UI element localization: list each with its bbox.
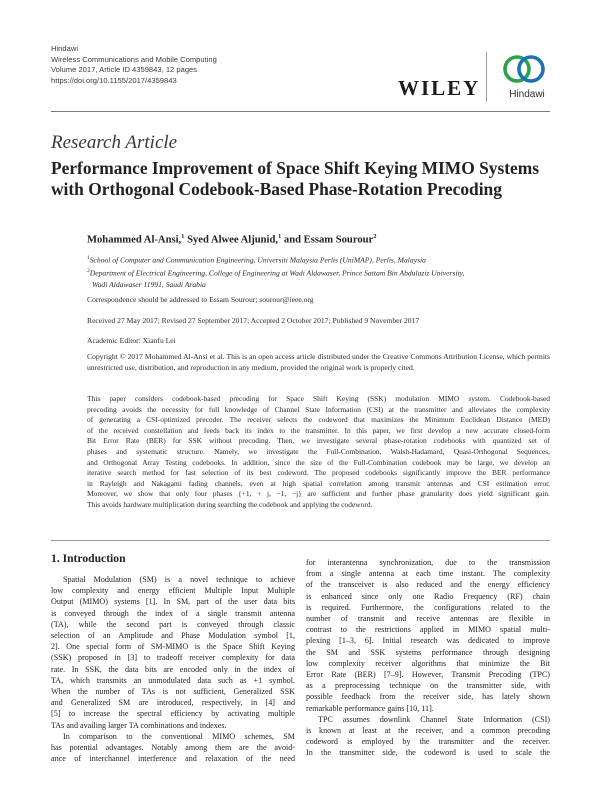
logo-divider — [486, 52, 487, 102]
body-text-line: of the transceiver is also reduced and the energy efficiency — [306, 580, 550, 590]
section-heading: 1. Introduction — [51, 552, 126, 565]
title-line: with Orthogonal Codebook-Based Phase-Rotation Precoding — [51, 179, 502, 199]
body-text-line: codeword is employed by the transmitter and the receiver. — [306, 737, 550, 747]
body-text-line: Spatial Modulation (SM) is a novel technique to achieve — [63, 575, 295, 584]
correspondence: Correspondence should be addressed to Essam Sourour; sourour@ieee.org — [87, 295, 314, 304]
volume-line: Volume 2017, Article ID 4359843, 12 pages — [51, 65, 198, 74]
body-text-line: When the number of TAs is not sufficient, Generalized SSK — [51, 687, 295, 697]
abstract — [87, 394, 550, 511]
body-text-line: as a preprocessing technique on the transmitter side, with — [306, 681, 550, 691]
journal-info — [51, 44, 217, 86]
abstract-line: Moreover, we show that only four phases {+1, + j, −1, −j} are sufficient and further phase granularity does yield significant gain. — [87, 489, 550, 499]
academic-editor: Academic Editor: Xianfu Lei — [87, 336, 176, 345]
body-text-line: possible feedback from the receiver side, has lately shown — [306, 692, 550, 702]
hindawi-wordmark: Hindawi — [509, 89, 545, 100]
author-affil-mark: 1 — [278, 233, 282, 240]
body-text-line: is conveyed through the index of a single transmit antenna — [51, 608, 295, 618]
body-text-line: has potential advantages. Notably among them are the avoid- — [51, 743, 295, 753]
abstract-line: This avoids hardware multiplication during searching the codebook and applying the codeword. — [87, 499, 373, 509]
body-text-line: is enhanced since only one Radio Frequency (RF) chain — [306, 591, 550, 601]
doi-link[interactable]: https://doi.org/10.1155/2017/4359843 — [51, 75, 177, 85]
affiliation-line: $^2$Department of Electrical Engineering, College of Engineering at Wadi Aldawaser, Prince Sattam Bin Abdulaziz University, — [87, 268, 465, 278]
body-text-line: rate. In SSK, the data bits are encoded only in the index of — [51, 664, 295, 674]
paper-title — [51, 158, 561, 200]
publisher-line: Hindawi — [51, 44, 79, 53]
body-text-line: number of transmit and receive antennas are flexible in — [306, 614, 550, 624]
copyright-notice: Copyright © 2017 Mohammed Al-Ansi et al. This is an open access article distributed under the Creative Commons Attribution License, which permits unrestricted use, distribution, and reproduction in any medium, provided the original work is properly cited. — [87, 352, 550, 372]
body-text-line: contrast to the restrictions applied in MIMO spatial multi- — [306, 625, 550, 635]
abstract-line: and Orthogonal Array Testing codebooks. In addition, since the size of the Full-Combination codebook may be large, we develop an — [87, 457, 550, 467]
article-type: Research Article — [51, 132, 178, 153]
hindawi-logo-icon — [500, 50, 548, 88]
body-text-line: ance of interchannel interference and relaxation of the need — [51, 754, 295, 764]
abstract-line: phases and systematic structure. Namely, we investigate the Full-Combination, Walsh-Hadamard, Quasi-Orthogonal Sequences, — [87, 446, 550, 456]
abstract-divider — [51, 540, 550, 541]
body-text-line: from a single antenna at each time instant. The complexity — [306, 569, 550, 579]
body-text-line: for interantenna synchronization, due to the transmission — [306, 558, 550, 567]
body-text-line: TA, which transmits an unmodulated data such as +1 symbol. — [51, 675, 295, 685]
body-text-line: the SM and SSK systems performance through designing — [306, 647, 550, 657]
abstract-line: precoding avoids the necessity for full knowledge of Channel State Information (CSI) at the transmitter and alleviates the complexity — [87, 404, 550, 414]
body-text-line: 2]. One special form of SM-MIMO is the Space Shift Keying — [51, 642, 295, 652]
abstract-line: of generating a CSI-optimized precoder. The receiver selects the codeword that maximizes the Minimum Euclidean Distance (MED) — [87, 415, 550, 425]
body-text-line: and Generalized SM are introduced, respectively, in [4] and — [51, 698, 295, 708]
body-text-line: [5] to increase the spectral efficiency by activating multiple — [51, 709, 295, 719]
body-text-line: remarkable performance gains [10, 11]. — [306, 703, 434, 713]
abstract-line: iterative search method for fast selection of its best codeword. The proposed codebooks significantly improve the BER performance — [87, 468, 550, 478]
body-text-line: selection of an Amplitude and Phase Modulation symbol [1, — [51, 631, 295, 641]
affiliation-line: $^1$School of Computer and Communication Engineering, Universiti Malaysia Perlis (UniMAP), Perlis, Malaysia — [87, 255, 426, 265]
body-text-line: low complexity and energy efficient Multiple Input Multiple — [51, 586, 295, 596]
body-column-left — [51, 574, 295, 764]
body-text-line: low complexity receiver algorithms that minimize the Bit — [306, 658, 550, 668]
header-divider — [51, 111, 550, 112]
abstract-line: Bit Error Rate (BER) for SSK without precoding. Then, we investigate several phase-rotation codebooks with quantized set of — [87, 436, 550, 446]
body-text-line: Error Rate (BER) [7–9]. However, Transmit Precoding (TPC) — [306, 670, 550, 680]
body-text-line: In comparison to the conventional MIMO schemes, SM — [63, 731, 295, 741]
affiliations — [87, 253, 557, 290]
body-text-line: (SSK) proposed in [3] to tradeoff receiver complexity for data — [51, 653, 295, 663]
body-text-line: TPC assumes downlink Channel State Information (CSI) — [318, 714, 550, 724]
body-text-line: (TA), while the second part is conveyed through classic — [51, 619, 295, 629]
body-text-line: is known at least at the receiver, and a common precoding — [306, 726, 550, 736]
body-column-right — [306, 557, 550, 759]
body-text-line: is required. Furthermore, the configurations related to the — [306, 602, 550, 612]
author-name[interactable]: and Essam Sourour — [281, 234, 374, 246]
author-name[interactable]: Syed Alwee Aljunid, — [184, 234, 279, 246]
body-text-line: In the transmitter side, the codeword is used to scale the — [306, 748, 550, 758]
author-affil-mark: 2 — [373, 233, 377, 240]
body-text-line: TAs and availing larger TA combinations and indexes. — [51, 720, 227, 730]
journal-name: Wireless Communications and Mobile Computing — [51, 54, 217, 64]
body-text-line: plexing [1–3, 6]. Initial research was dedicated to improve — [306, 636, 550, 646]
body-text-line: Output (MIMO) systems [1]. In SM, part of the user data bits — [51, 597, 295, 607]
abstract-line: This paper considers codebook-based precoding for Space Shift Keying (SSK) modulation MIMO system. Codebook-based — [87, 394, 550, 403]
abstract-line: in Rayleigh and Nakagami fading channels, even at high spatial correlation among transmit antennas and CSI estimation error. — [87, 478, 550, 488]
author-name[interactable]: Mohammed Al-Ansi, — [87, 234, 182, 246]
abstract-line: of the received constellation and feeds back its index to the transmitter. In this paper, we first develop a new accurate closed-form — [87, 425, 550, 435]
author-list — [87, 233, 376, 246]
article-dates: Received 27 May 2017; Revised 27 September 2017; Accepted 2 October 2017; Published 9 November 2017 — [87, 316, 420, 325]
author-affil-mark: 1 — [181, 233, 185, 240]
affiliation-line: Wadi Aldawaser 11991, Saudi Arabia — [92, 279, 206, 289]
title-line: Performance Improvement of Space Shift Keying MIMO Systems — [51, 158, 539, 178]
wiley-logo: WILEY — [398, 76, 481, 100]
